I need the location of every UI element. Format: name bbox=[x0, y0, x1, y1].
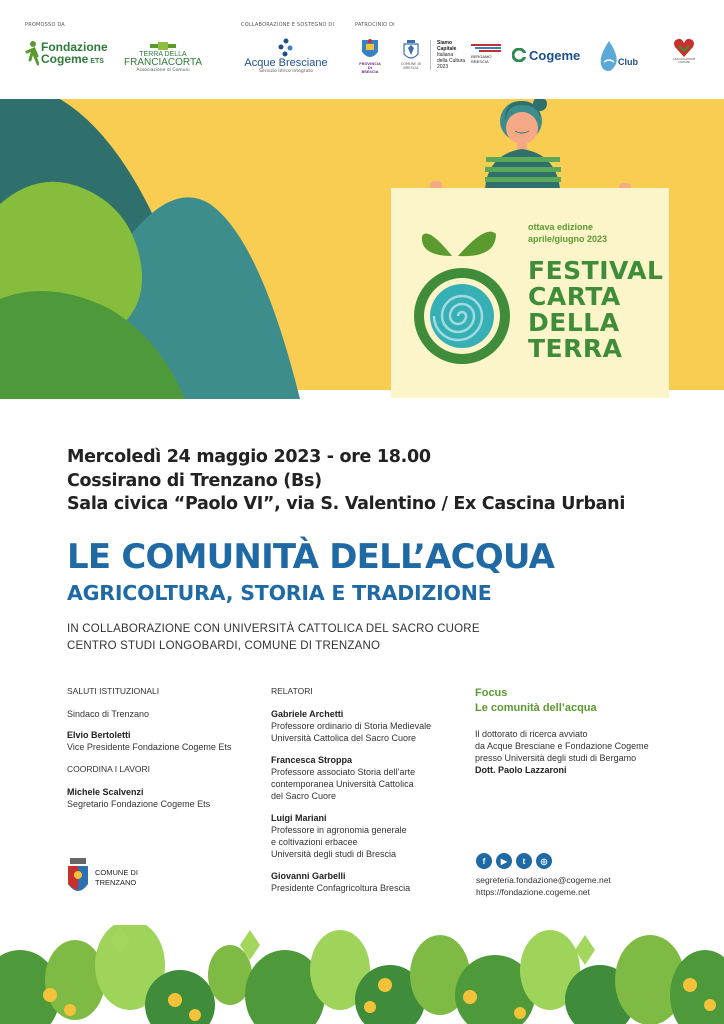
speaker bbox=[271, 812, 471, 860]
provincia-label: PROVINCIA DI BRESCIA bbox=[359, 62, 381, 75]
speaker-name: Gabriele Archetti bbox=[271, 709, 344, 719]
event-date-time: Mercoledì 24 maggio 2023 - ore 18.00 bbox=[67, 447, 431, 467]
contacts bbox=[476, 875, 611, 898]
mayor-role: Sindaco di Trenzano bbox=[67, 709, 150, 719]
acque-bresciane-logo bbox=[241, 38, 331, 74]
club-name: Club bbox=[618, 56, 638, 67]
coordinator-role: Segretario Fondazione Cogeme Ets bbox=[67, 799, 211, 809]
coordination-heading: COORDINA I LAVORI bbox=[67, 764, 150, 774]
collaboration-line1: IN COLLABORAZIONE CON UNIVERSITÀ CATTOLICA DEL SACRO CUORE bbox=[67, 623, 480, 635]
page-title: LE COMUNITÀ DELL’ACQUA bbox=[67, 537, 555, 577]
page-subtitle: AGRICOLTURA, STORIA E TRADIZIONE bbox=[67, 581, 492, 605]
speaker-role: del Sacro Cuore bbox=[271, 791, 337, 801]
leaves-illustration bbox=[0, 925, 724, 1024]
collaboration-note bbox=[67, 621, 480, 655]
speaker-role: Università degli studi di Brescia bbox=[271, 849, 397, 859]
researcher-name: Dott. Paolo Lazzaroni bbox=[475, 765, 567, 775]
cogeme-name: Cogeme bbox=[529, 47, 581, 63]
foliage-decoration bbox=[0, 925, 724, 1024]
festival-edition bbox=[528, 221, 628, 245]
drops-icon bbox=[277, 38, 295, 58]
greetings-heading: SALUTI ISTITUZIONALI bbox=[67, 686, 160, 696]
collab-label: COLLABORAZIONE E SOSTEGNO DI bbox=[241, 22, 335, 28]
runner-icon bbox=[25, 40, 39, 66]
speaker-name: Giovanni Garbelli bbox=[271, 871, 346, 881]
event-details bbox=[67, 446, 625, 517]
mayor-extra-role: Vice Presidente Fondazione Cogeme Ets bbox=[67, 742, 232, 752]
club-logo bbox=[598, 40, 638, 72]
capitale-line: Capitale bbox=[437, 46, 457, 52]
institutional-column bbox=[67, 685, 267, 820]
comuni-label: ASSOCIAZIONE COMUNI bbox=[672, 57, 696, 65]
comune-trenzano-logo bbox=[67, 858, 138, 898]
facebook-icon[interactable]: f bbox=[476, 853, 492, 869]
focus-title: Le comunità dell’acqua bbox=[475, 702, 597, 714]
water-drop-icon bbox=[598, 40, 620, 72]
divider bbox=[430, 40, 431, 70]
trenzano-crest-icon bbox=[67, 858, 89, 898]
speaker-role: Professore ordinario di Storia Medievale bbox=[271, 721, 432, 731]
fondazione-cogeme-logo bbox=[25, 40, 108, 66]
focus-text: presso Università degli studi di Bergamo bbox=[475, 753, 637, 763]
provincia-shield-icon bbox=[360, 38, 380, 62]
festival-title-line: FESTIVAL bbox=[528, 256, 664, 285]
speaker-name: Luigi Mariani bbox=[271, 813, 327, 823]
capitale-line: della Cultura bbox=[437, 58, 466, 64]
comune-brescia-logo bbox=[400, 40, 422, 70]
fondazione-ets: ETS bbox=[90, 58, 104, 65]
speakers-heading: RELATORI bbox=[271, 686, 313, 696]
sponsor-strip bbox=[0, 0, 724, 90]
focus-text: da Acque Bresciane e Fondazione Cogeme bbox=[475, 741, 649, 751]
festival-logo-mark bbox=[408, 216, 518, 376]
acque-name: Acque Bresciane bbox=[244, 57, 328, 69]
festival-title-line: TERRA bbox=[528, 334, 623, 363]
speaker bbox=[271, 870, 471, 894]
franciacorta-logo bbox=[122, 42, 204, 73]
capitale-stripes-icon bbox=[471, 44, 501, 52]
acque-sub: Servizio Idrico Integrato bbox=[259, 69, 313, 74]
municipality-line1: COMUNE DI bbox=[95, 868, 138, 877]
provincia-brescia-logo bbox=[359, 38, 381, 74]
contact-email[interactable]: segreteria.fondazione@cogeme.net bbox=[476, 875, 611, 885]
edition-line1: ottava edizione bbox=[528, 222, 594, 232]
speaker-role: Professore in agronomia generale bbox=[271, 825, 407, 835]
speaker-role: Professore associato Storia dell’arte bbox=[271, 767, 416, 777]
franciacorta-sub: Associazione di Comuni bbox=[136, 68, 190, 73]
speaker bbox=[271, 708, 471, 744]
speaker-role: Presidente Confagricoltura Brescia bbox=[271, 883, 411, 893]
social-links bbox=[476, 853, 552, 869]
collaboration-line2: CENTRO STUDI LONGOBARDI, COMUNE DI TRENZANO bbox=[67, 640, 381, 652]
festival-title bbox=[528, 256, 664, 363]
event-place: Cossirano di Trenzano (Bs) bbox=[67, 470, 322, 491]
person-illustration bbox=[430, 99, 631, 197]
speaker-role: Università Cattolica del Sacro Cuore bbox=[271, 733, 417, 743]
fondazione-line1: Fondazione bbox=[41, 40, 108, 54]
coordinator-name: Michele Scalvenzi bbox=[67, 787, 144, 797]
event-venue: Sala civica “Paolo VI”, via S. Valentino / Ex Cascina Urbani bbox=[67, 494, 626, 514]
capitale-line: Siamo bbox=[437, 40, 453, 46]
contact-website[interactable]: https://fondazione.cogeme.net bbox=[476, 886, 590, 897]
associazione-comuni-logo bbox=[666, 38, 702, 65]
capitale-line: 2023 bbox=[437, 64, 449, 70]
festival-title-line: DELLA bbox=[528, 308, 620, 337]
instagram-icon[interactable]: ◎ bbox=[536, 853, 552, 869]
speakers-column bbox=[271, 685, 471, 904]
focus-text: Il dottorato di ricerca avviato bbox=[475, 729, 588, 739]
focus-column bbox=[475, 686, 685, 776]
comune-brescia-crest-icon bbox=[403, 40, 419, 62]
fondazione-line2: Cogeme bbox=[41, 52, 89, 66]
twitter-icon[interactable]: t bbox=[516, 853, 532, 869]
cogeme-logo bbox=[512, 48, 580, 62]
franciacorta-line1: TERRA DELLA bbox=[139, 51, 187, 58]
bergamo-brescia-label: BERGAMO BRESCIA bbox=[471, 54, 492, 64]
patronage-label: PATROCINIO DI bbox=[355, 22, 395, 28]
capitale-cultura-logo bbox=[430, 40, 501, 70]
youtube-icon[interactable]: ▶ bbox=[496, 853, 512, 869]
speaker-role: e coltivazioni erbacee bbox=[271, 837, 358, 847]
speaker-role: contemporanea Università Cattolica bbox=[271, 779, 414, 789]
speaker-name: Francesca Stroppa bbox=[271, 755, 353, 765]
capitale-line: Italiana bbox=[437, 52, 454, 58]
comune-brescia-label: COMUNE DI BRESCIA bbox=[400, 62, 422, 71]
mayor-name: Elvio Bertoletti bbox=[67, 730, 131, 740]
municipality-line2: TRENZANO bbox=[95, 878, 137, 887]
franciacorta-mark-icon bbox=[150, 42, 176, 50]
festival-title-line: CARTA bbox=[528, 282, 621, 311]
cogeme-c-icon bbox=[512, 48, 526, 62]
speaker bbox=[271, 754, 471, 802]
franciacorta-line2: FRANCIACORTA bbox=[124, 57, 202, 68]
promoted-label: PROMOSSO DA bbox=[25, 22, 65, 28]
focus-heading: Focus bbox=[475, 687, 508, 699]
heart-icon bbox=[673, 38, 695, 58]
edition-dates: aprile/giugno 2023 bbox=[528, 234, 608, 244]
